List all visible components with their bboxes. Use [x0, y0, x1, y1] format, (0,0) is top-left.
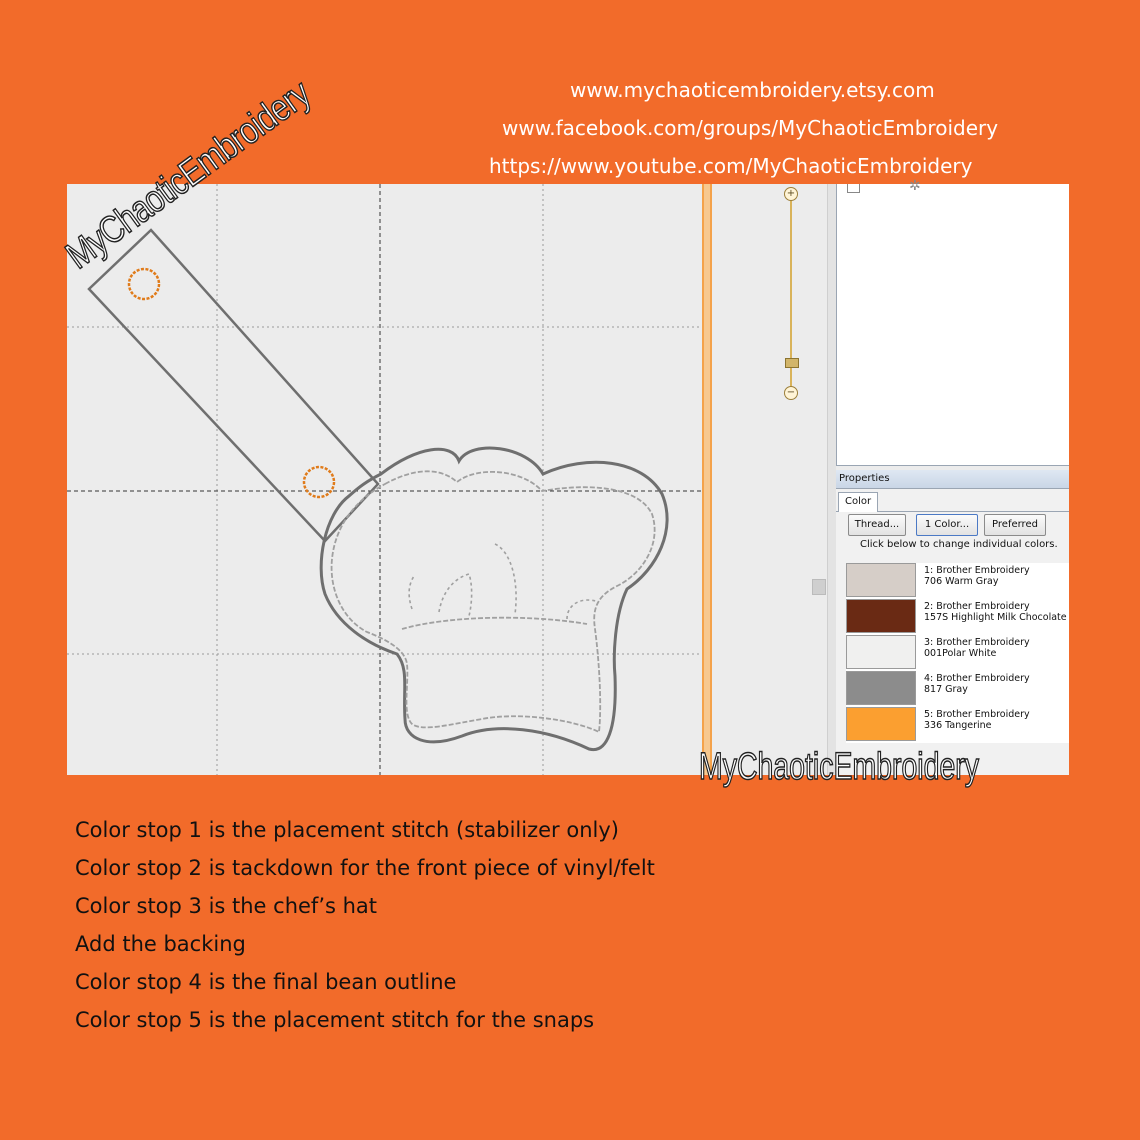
instruction-4: Add the backing — [75, 932, 246, 956]
watermark-top-text: MyChaoticEmbroidery — [58, 34, 371, 278]
color-row-4[interactable] — [846, 671, 1069, 707]
color-label-5 — [924, 709, 1030, 731]
panel-separator — [827, 184, 836, 775]
color-label-2 — [924, 601, 1067, 623]
color-3-brand: 3: Brother Embroidery — [924, 637, 1030, 648]
design-tree-panel[interactable] — [836, 178, 1069, 466]
color-label-3 — [924, 637, 1030, 659]
color-hint-text: Click below to change individual colors. — [860, 539, 1058, 550]
color-1-brand: 1: Brother Embroidery — [924, 565, 1030, 576]
color-row-2[interactable] — [846, 599, 1069, 635]
canvas-splitter[interactable] — [702, 184, 712, 775]
watermark-logo-bottom — [697, 735, 987, 799]
color-row-3[interactable] — [846, 635, 1069, 671]
color-list — [846, 563, 1069, 743]
color-5-brand: 5: Brother Embroidery — [924, 709, 1030, 720]
properties-tabs — [836, 489, 1069, 512]
watermark-top-svg — [58, 34, 380, 320]
instruction-6: Color stop 5 is the placement stitch for the snaps — [75, 1008, 595, 1032]
color-5-name: 336 Tangerine — [924, 720, 992, 731]
thread-button[interactable]: Thread... — [848, 514, 906, 536]
instruction-1: Color stop 1 is the placement stitch (stabilizer only) — [75, 818, 619, 842]
hat-outline — [332, 471, 655, 732]
minus-icon[interactable]: − — [784, 386, 798, 400]
color-1-name: 706 Warm Gray — [924, 576, 999, 587]
color-swatch-1[interactable] — [846, 563, 916, 597]
color-3-name: 001Polar White — [924, 648, 997, 659]
zoom-control — [712, 184, 810, 775]
instruction-3: Color stop 3 is the chef’s hat — [75, 894, 378, 918]
hat-pleat-2 — [439, 574, 472, 616]
scrollbar-thumb[interactable] — [812, 579, 826, 595]
color-2-brand: 2: Brother Embroidery — [924, 601, 1030, 612]
plus-icon[interactable]: + — [784, 187, 798, 201]
color-buttons — [836, 514, 1069, 536]
color-swatch-4[interactable] — [846, 671, 916, 705]
color-4-name: 817 Gray — [924, 684, 968, 695]
watermark-bottom-text: MyChaoticEmbroidery — [699, 746, 979, 788]
hat-pleat-1 — [409, 576, 414, 609]
tab-color[interactable]: Color — [838, 492, 878, 512]
watermark-bottom-svg — [697, 735, 987, 795]
color-4-brand: 4: Brother Embroidery — [924, 673, 1030, 684]
properties-panel — [836, 470, 1069, 775]
instructions-list — [75, 817, 975, 1045]
one-color-button[interactable]: 1 Color... — [916, 514, 978, 536]
hat-pleat-3 — [495, 544, 516, 614]
etsy-link[interactable]: www.mychaoticembroidery.etsy.com — [570, 78, 935, 102]
youtube-link[interactable]: https://www.youtube.com/MyChaoticEmbroidery — [489, 154, 973, 178]
snap-bottom — [304, 467, 334, 497]
instruction-5: Color stop 4 is the final bean outline — [75, 970, 457, 994]
color-row-1[interactable] — [846, 563, 1069, 599]
zoom-slider-handle[interactable] — [785, 358, 799, 368]
outer-bean-outline — [321, 448, 667, 750]
color-label-4 — [924, 673, 1030, 695]
stitch-object-icon: ✲ — [909, 178, 921, 194]
properties-header: Properties — [836, 470, 1069, 489]
facebook-link[interactable]: www.facebook.com/groups/MyChaoticEmbroidery — [502, 116, 999, 140]
instruction-2: Color stop 2 is tackdown for the front piece of vinyl/felt — [75, 856, 655, 880]
tree-node-icon[interactable] — [847, 184, 860, 193]
color-swatch-2[interactable] — [846, 599, 916, 633]
color-2-name: 157S Highlight Milk Chocolate — [924, 612, 1067, 623]
color-label-1 — [924, 565, 1030, 587]
hat-band — [402, 618, 587, 629]
preferred-button[interactable]: Preferred — [984, 514, 1046, 536]
color-swatch-3[interactable] — [846, 635, 916, 669]
